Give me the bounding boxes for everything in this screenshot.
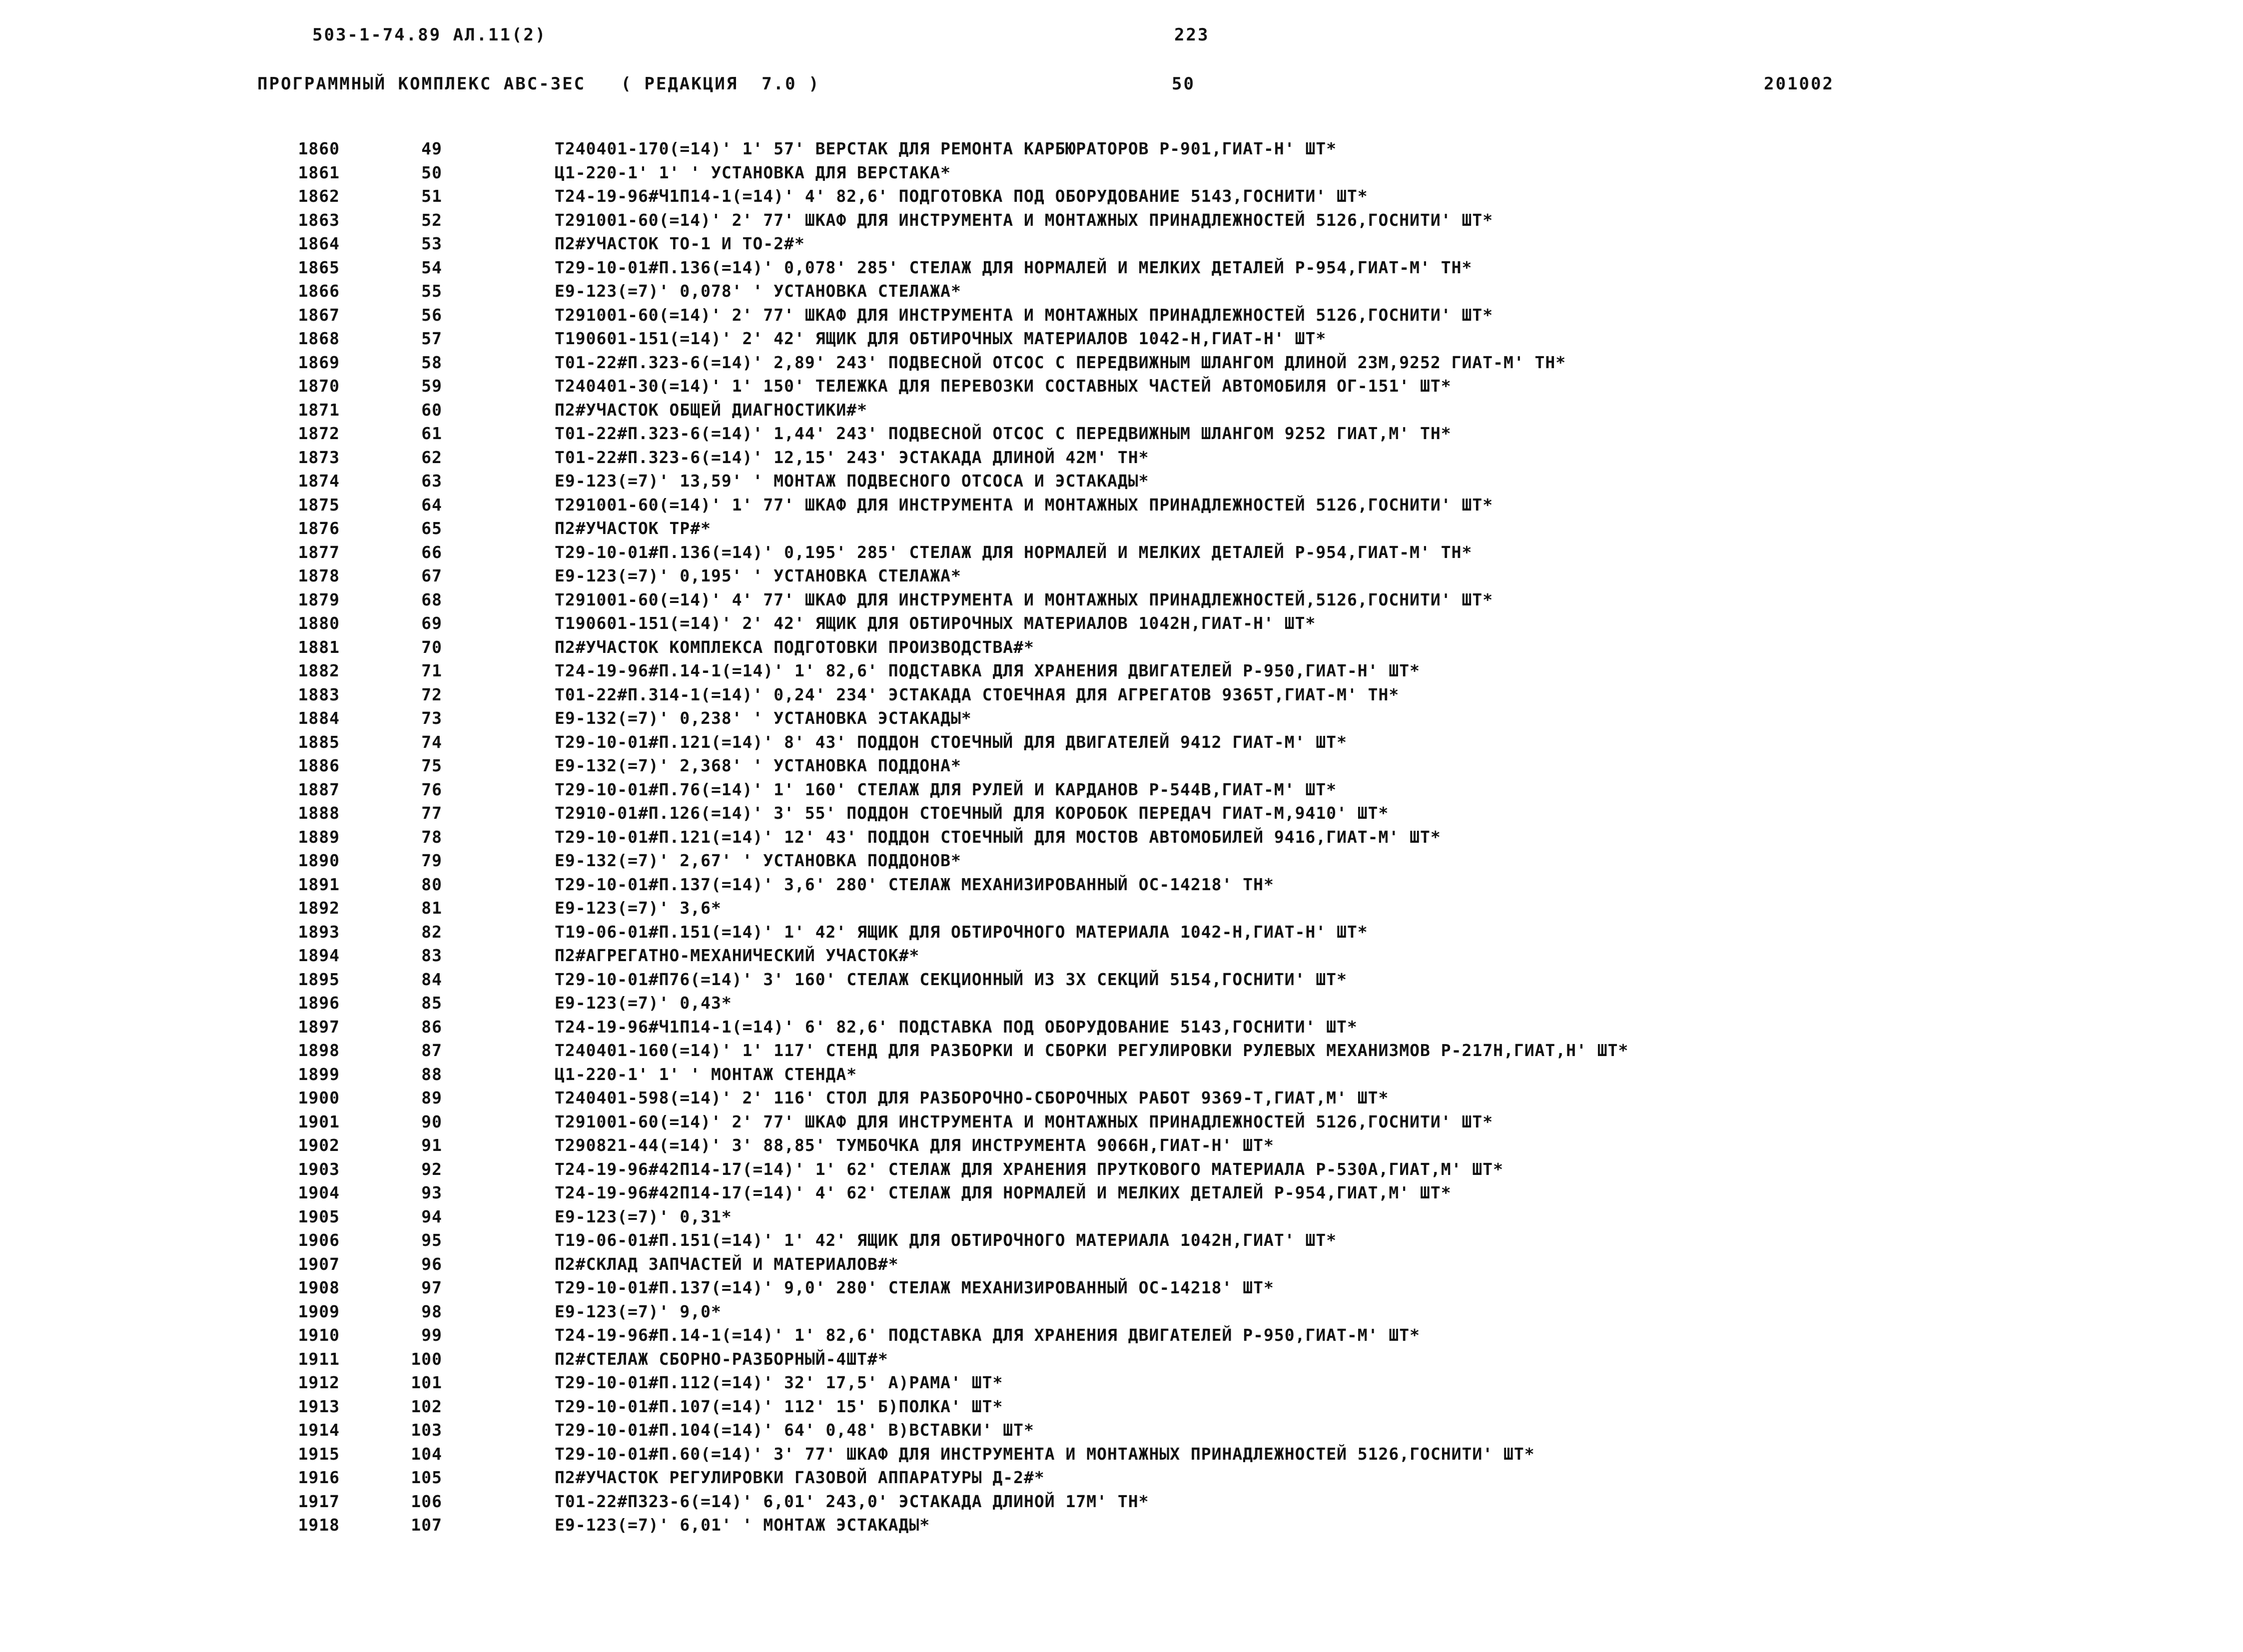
line-number: 1916 bbox=[298, 1468, 340, 1487]
sequence-number: 70 bbox=[421, 637, 442, 657]
line-number: 1862 bbox=[298, 186, 340, 206]
sequence-number: 100 bbox=[411, 1349, 442, 1369]
line-number: 1910 bbox=[298, 1325, 340, 1345]
sequence-number: 88 bbox=[421, 1064, 442, 1084]
line-number: 1883 bbox=[298, 684, 340, 704]
record-text: П2#УЧАСТОК ТР#* bbox=[555, 519, 712, 538]
sequence-number: 64 bbox=[421, 495, 442, 515]
line-number: 1876 bbox=[298, 519, 340, 538]
sequence-number: 106 bbox=[411, 1491, 442, 1511]
sequence-number: 75 bbox=[421, 756, 442, 775]
record-text: Т19-06-01#П.151(=14)' 1' 42' ЯЩИК ДЛЯ ОБТИРОЧНОГО МАТЕРИАЛА 1042Н,ГИАТ' ШТ* bbox=[555, 1230, 1337, 1250]
listing-row bbox=[0, 305, 2243, 329]
record-text: Т291001-60(=14)' 2' 77' ШКАФ ДЛЯ ИНСТРУМЕНТА И МОНТАЖНЫХ ПРИНАДЛЕЖНОСТЕЙ 5126,ГОСНИТИ' ШТ* bbox=[555, 1111, 1494, 1131]
listing-row bbox=[0, 448, 2243, 472]
line-number: 1892 bbox=[298, 898, 340, 918]
listing-row bbox=[0, 1325, 2243, 1349]
listing-row bbox=[0, 898, 2243, 922]
line-number: 1900 bbox=[298, 1088, 340, 1107]
sequence-number: 69 bbox=[421, 613, 442, 633]
record-text: Е9-132(=7)' 0,238' ' УСТАНОВКА ЭСТАКАДЫ* bbox=[555, 708, 972, 728]
line-number: 1907 bbox=[298, 1254, 340, 1274]
sequence-number: 79 bbox=[421, 851, 442, 870]
sheet-number: 50 bbox=[1172, 74, 1195, 94]
listing-row bbox=[0, 281, 2243, 305]
line-number: 1905 bbox=[298, 1206, 340, 1226]
line-number: 1903 bbox=[298, 1159, 340, 1179]
sequence-number: 78 bbox=[421, 827, 442, 847]
line-number: 1914 bbox=[298, 1420, 340, 1440]
sequence-number: 54 bbox=[421, 257, 442, 277]
record-text: Т240401-30(=14)' 1' 150' ТЕЛЕЖКА ДЛЯ ПЕРЕВОЗКИ СОСТАВНЫХ ЧАСТЕЙ АВТОМОБИЛЯ ОГ-151' ШТ* bbox=[555, 376, 1452, 396]
sequence-number: 81 bbox=[421, 898, 442, 918]
listing-row bbox=[0, 400, 2243, 424]
line-number: 1890 bbox=[298, 851, 340, 870]
listing-row bbox=[0, 970, 2243, 994]
listing-row bbox=[0, 1254, 2243, 1278]
line-number: 1918 bbox=[298, 1515, 340, 1535]
record-text: П2#УЧАСТОК ОБЩЕЙ ДИАГНОСТИКИ#* bbox=[555, 400, 868, 420]
sequence-number: 71 bbox=[421, 661, 442, 680]
sequence-number: 93 bbox=[421, 1183, 442, 1202]
sequence-number: 87 bbox=[421, 1041, 442, 1060]
line-number: 1899 bbox=[298, 1064, 340, 1084]
line-number: 1879 bbox=[298, 589, 340, 609]
sequence-number: 96 bbox=[421, 1254, 442, 1274]
listing-row bbox=[0, 1515, 2243, 1539]
record-text: Т01-22#П323-6(=14)' 6,01' 243,0' ЭСТАКАДА ДЛИНОЙ 17М' ТН* bbox=[555, 1491, 1149, 1511]
record-text: Т19-06-01#П.151(=14)' 1' 42' ЯЩИК ДЛЯ ОБТИРОЧНОГО МАТЕРИАЛА 1042-Н,ГИАТ-Н' ШТ* bbox=[555, 922, 1368, 942]
record-text: Т29-10-01#П.112(=14)' 32' 17,5' А)РАМА' ШТ* bbox=[555, 1373, 1003, 1392]
line-number: 1893 bbox=[298, 922, 340, 942]
listing-row bbox=[0, 1492, 2243, 1516]
sequence-number: 55 bbox=[421, 281, 442, 301]
listing-row bbox=[0, 803, 2243, 827]
record-text: Т29-10-01#П.121(=14)' 8' 43' ПОДДОН СТОЕЧНЫЙ ДЛЯ ДВИГАТЕЛЕЙ 9412 ГИАТ-М' ШТ* bbox=[555, 732, 1347, 752]
listing-row bbox=[0, 1420, 2243, 1444]
sequence-number: 72 bbox=[421, 684, 442, 704]
listing-row bbox=[0, 163, 2243, 187]
sequence-number: 97 bbox=[421, 1278, 442, 1297]
record-text: Т24-19-96#Ч1П14-1(=14)' 4' 82,6' ПОДГОТОВКА ПОД ОБОРУДОВАНИЕ 5143,ГОСНИТИ' ШТ* bbox=[555, 186, 1368, 206]
document-code: 503-1-74.89 АЛ.11(2) bbox=[312, 25, 547, 45]
listing-row bbox=[0, 495, 2243, 519]
printout-listing bbox=[0, 139, 2243, 1539]
sequence-number: 66 bbox=[421, 542, 442, 562]
sequence-number: 56 bbox=[421, 305, 442, 325]
record-text: Т29-10-01#П.104(=14)' 64' 0,48' В)ВСТАВКИ' ШТ* bbox=[555, 1420, 1034, 1440]
line-number: 1867 bbox=[298, 305, 340, 325]
listing-row bbox=[0, 139, 2243, 163]
listing-row bbox=[0, 827, 2243, 851]
line-number: 1909 bbox=[298, 1301, 340, 1321]
listing-row bbox=[0, 1088, 2243, 1112]
sequence-number: 52 bbox=[421, 210, 442, 230]
sequence-number: 61 bbox=[421, 424, 442, 443]
line-number: 1912 bbox=[298, 1373, 340, 1392]
sequence-number: 77 bbox=[421, 803, 442, 823]
line-number: 1873 bbox=[298, 447, 340, 467]
sequence-number: 57 bbox=[421, 329, 442, 348]
record-text: П2#УЧАСТОК РЕГУЛИРОВКИ ГАЗОВОЙ АППАРАТУРЫ Д-2#* bbox=[555, 1468, 1045, 1487]
sequence-number: 65 bbox=[421, 519, 442, 538]
record-text: Т291001-60(=14)' 4' 77' ШКАФ ДЛЯ ИНСТРУМЕНТА И МОНТАЖНЫХ ПРИНАДЛЕЖНОСТЕЙ,5126,ГОСНИТИ' ШТ* bbox=[555, 589, 1494, 609]
listing-row bbox=[0, 637, 2243, 661]
record-text: Т240401-170(=14)' 1' 57' ВЕРСТАК ДЛЯ РЕМОНТА КАРБЮРАТОРОВ Р-901,ГИАТ-Н' ШТ* bbox=[555, 139, 1337, 158]
line-number: 1863 bbox=[298, 210, 340, 230]
record-text: Е9-123(=7)' 13,59' ' МОНТАЖ ПОДВЕСНОГО ОТСОСА И ЭСТАКАДЫ* bbox=[555, 471, 1149, 491]
record-text: Т24-19-96#П.14-1(=14)' 1' 82,6' ПОДСТАВКА ДЛЯ ХРАНЕНИЯ ДВИГАТЕЛЕЙ Р-950,ГИАТ-М' ШТ* bbox=[555, 1325, 1421, 1345]
listing-row bbox=[0, 756, 2243, 780]
sequence-number: 49 bbox=[421, 139, 442, 158]
sequence-number: 104 bbox=[411, 1444, 442, 1464]
listing-row bbox=[0, 590, 2243, 614]
listing-row bbox=[0, 1373, 2243, 1397]
line-number: 1882 bbox=[298, 661, 340, 680]
sequence-number: 59 bbox=[421, 376, 442, 396]
record-text: Т291001-60(=14)' 2' 77' ШКАФ ДЛЯ ИНСТРУМЕНТА И МОНТАЖНЫХ ПРИНАДЛЕЖНОСТЕЙ 5126,ГОСНИТИ' ШТ* bbox=[555, 210, 1494, 230]
sequence-number: 86 bbox=[421, 1017, 442, 1037]
sequence-number: 99 bbox=[421, 1325, 442, 1345]
sequence-number: 60 bbox=[421, 400, 442, 420]
line-number: 1861 bbox=[298, 162, 340, 182]
sequence-number: 51 bbox=[421, 186, 442, 206]
line-number: 1870 bbox=[298, 376, 340, 396]
sequence-number: 82 bbox=[421, 922, 442, 942]
listing-row bbox=[0, 946, 2243, 970]
record-text: Т240401-598(=14)' 2' 116' СТОЛ ДЛЯ РАЗБОРОЧНО-СБОРОЧНЫХ РАБОТ 9369-Т,ГИАТ,М' ШТ* bbox=[555, 1088, 1389, 1107]
record-text: Ц1-220-1' 1' ' МОНТАЖ СТЕНДА* bbox=[555, 1064, 857, 1084]
listing-row bbox=[0, 1135, 2243, 1159]
sequence-number: 94 bbox=[421, 1206, 442, 1226]
sequence-number: 63 bbox=[421, 471, 442, 491]
record-text: Т190601-151(=14)' 2' 42' ЯЩИК ДЛЯ ОБТИРОЧНЫХ МАТЕРИАЛОВ 1042-Н,ГИАТ-Н' ШТ* bbox=[555, 329, 1327, 348]
record-text: Т291001-60(=14)' 2' 77' ШКАФ ДЛЯ ИНСТРУМЕНТА И МОНТАЖНЫХ ПРИНАДЛЕЖНОСТЕЙ 5126,ГОСНИТИ' ШТ* bbox=[555, 305, 1494, 325]
listing-row bbox=[0, 1397, 2243, 1421]
line-number: 1872 bbox=[298, 424, 340, 443]
listing-row bbox=[0, 1444, 2243, 1468]
record-text: Т01-22#П.314-1(=14)' 0,24' 234' ЭСТАКАДА СТОЕЧНАЯ ДЛЯ АГРЕГАТОВ 9365Т,ГИАТ-М' ТН* bbox=[555, 684, 1400, 704]
line-number: 1877 bbox=[298, 542, 340, 562]
listing-row bbox=[0, 993, 2243, 1017]
record-text: П2#АГРЕГАТНО-МЕХАНИЧЕСКИЙ УЧАСТОК#* bbox=[555, 946, 920, 965]
line-number: 1895 bbox=[298, 969, 340, 989]
listing-row bbox=[0, 1017, 2243, 1041]
line-number: 1915 bbox=[298, 1444, 340, 1464]
sequence-number: 74 bbox=[421, 732, 442, 752]
record-text: Т24-19-96#42П14-17(=14)' 1' 62' СТЕЛАЖ ДЛЯ ХРАНЕНИЯ ПРУТКОВОГО МАТЕРИАЛА Р-530А,ГИАТ,М' ШТ* bbox=[555, 1159, 1503, 1179]
line-number: 1887 bbox=[298, 779, 340, 799]
sequence-number: 73 bbox=[421, 708, 442, 728]
sequence-number: 85 bbox=[421, 993, 442, 1013]
sequence-number: 67 bbox=[421, 566, 442, 585]
listing-row bbox=[0, 661, 2243, 685]
listing-row bbox=[0, 780, 2243, 804]
record-text: Е9-123(=7)' 0,43* bbox=[555, 993, 732, 1013]
record-text: Т29-10-01#П.60(=14)' 3' 77' ШКАФ ДЛЯ ИНСТРУМЕНТА И МОНТАЖНЫХ ПРИНАДЛЕЖНОСТЕЙ 5126,ГОСНИТИ' ШТ* bbox=[555, 1444, 1535, 1464]
sequence-number: 53 bbox=[421, 234, 442, 253]
listing-row bbox=[0, 1468, 2243, 1492]
listing-row bbox=[0, 376, 2243, 400]
line-number: 1911 bbox=[298, 1349, 340, 1369]
page-number: 223 bbox=[1174, 25, 1210, 45]
sequence-number: 103 bbox=[411, 1420, 442, 1440]
listing-row bbox=[0, 1065, 2243, 1089]
sequence-number: 89 bbox=[421, 1088, 442, 1107]
line-number: 1904 bbox=[298, 1183, 340, 1202]
record-text: Е9-123(=7)' 3,6* bbox=[555, 898, 722, 918]
record-text: Е9-123(=7)' 0,31* bbox=[555, 1206, 732, 1226]
listing-row bbox=[0, 875, 2243, 899]
listing-row bbox=[0, 210, 2243, 234]
program-title: ПРОГРАММНЫЙ КОМПЛЕКС АВС-ЗЕС ( РЕДАКЦИЯ 7.0 ) bbox=[257, 74, 820, 94]
sequence-number: 58 bbox=[421, 352, 442, 372]
line-number: 1860 bbox=[298, 139, 340, 158]
line-number: 1894 bbox=[298, 946, 340, 965]
line-number: 1875 bbox=[298, 495, 340, 515]
record-text: Е9-132(=7)' 2,67' ' УСТАНОВКА ПОДДОНОВ* bbox=[555, 851, 961, 870]
record-text: Т29-10-01#П.137(=14)' 3,6' 280' СТЕЛАЖ МЕХАНИЗИРОВАННЫЙ ОС-14218' ТН* bbox=[555, 874, 1274, 894]
record-text: Т29-10-01#П.137(=14)' 9,0' 280' СТЕЛАЖ МЕХАНИЗИРОВАННЫЙ ОС-14218' ШТ* bbox=[555, 1278, 1274, 1297]
line-number: 1880 bbox=[298, 613, 340, 633]
record-text: Т01-22#П.323-6(=14)' 1,44' 243' ПОДВЕСНОЙ ОТСОС С ПЕРЕДВИЖНЫМ ШЛАНГОМ 9252 ГИАТ,М' ТН* bbox=[555, 424, 1452, 443]
listing-row bbox=[0, 1278, 2243, 1302]
sequence-number: 107 bbox=[411, 1515, 442, 1535]
listing-row bbox=[0, 566, 2243, 590]
sequence-number: 84 bbox=[421, 969, 442, 989]
record-text: Т01-22#П.323-6(=14)' 2,89' 243' ПОДВЕСНОЙ ОТСОС С ПЕРЕДВИЖНЫМ ШЛАНГОМ ДЛИНОЙ 23М,9252 ГИАТ-М' ТН* bbox=[555, 352, 1566, 372]
listing-row bbox=[0, 1230, 2243, 1254]
sequence-number: 76 bbox=[421, 779, 442, 799]
line-number: 1864 bbox=[298, 234, 340, 253]
listing-row bbox=[0, 258, 2243, 282]
listing-row bbox=[0, 234, 2243, 258]
record-text: Е9-132(=7)' 2,368' ' УСТАНОВКА ПОДДОНА* bbox=[555, 756, 961, 775]
record-text: Т01-22#П.323-6(=14)' 12,15' 243' ЭСТАКАДА ДЛИНОЙ 42М' ТН* bbox=[555, 447, 1149, 467]
listing-row bbox=[0, 732, 2243, 756]
sequence-number: 83 bbox=[421, 946, 442, 965]
record-text: Ц1-220-1' 1' ' УСТАНОВКА ДЛЯ ВЕРСТАКА* bbox=[555, 162, 951, 182]
sequence-number: 50 bbox=[421, 162, 442, 182]
listing-row bbox=[0, 1159, 2243, 1183]
listing-row bbox=[0, 851, 2243, 875]
record-text: П2#УЧАСТОК ТО-1 И ТО-2#* bbox=[555, 234, 805, 253]
line-number: 1898 bbox=[298, 1041, 340, 1060]
sequence-number: 92 bbox=[421, 1159, 442, 1179]
listing-row bbox=[0, 519, 2243, 543]
listing-row bbox=[0, 708, 2243, 732]
line-number: 1865 bbox=[298, 257, 340, 277]
record-text: Т291001-60(=14)' 1' 77' ШКАФ ДЛЯ ИНСТРУМЕНТА И МОНТАЖНЫХ ПРИНАДЛЕЖНОСТЕЙ 5126,ГОСНИТИ' ШТ* bbox=[555, 495, 1494, 515]
sequence-number: 101 bbox=[411, 1373, 442, 1392]
line-number: 1884 bbox=[298, 708, 340, 728]
line-number: 1868 bbox=[298, 329, 340, 348]
sequence-number: 62 bbox=[421, 447, 442, 467]
sequence-number: 91 bbox=[421, 1135, 442, 1155]
sequence-number: 68 bbox=[421, 589, 442, 609]
record-text: Е9-123(=7)' 0,078' ' УСТАНОВКА СТЕЛАЖА* bbox=[555, 281, 961, 301]
line-number: 1913 bbox=[298, 1396, 340, 1416]
record-text: Е9-123(=7)' 9,0* bbox=[555, 1301, 722, 1321]
sequence-number: 95 bbox=[421, 1230, 442, 1250]
record-text: Т24-19-96#42П14-17(=14)' 4' 62' СТЕЛАЖ ДЛЯ НОРМАЛЕЙ И МЕЛКИХ ДЕТАЛЕЙ Р-954,ГИАТ,М' ШТ* bbox=[555, 1183, 1452, 1202]
listing-row bbox=[0, 353, 2243, 377]
listing-row bbox=[0, 613, 2243, 637]
record-text: П2#УЧАСТОК КОМПЛЕКСА ПОДГОТОВКИ ПРОИЗВОДСТВА#* bbox=[555, 637, 1034, 657]
line-number: 1896 bbox=[298, 993, 340, 1013]
record-text: П2#СТЕЛАЖ СБОРНО-РАЗБОРНЫЙ-4ШТ#* bbox=[555, 1349, 888, 1369]
listing-row bbox=[0, 1041, 2243, 1065]
listing-row bbox=[0, 685, 2243, 709]
record-text: Т190601-151(=14)' 2' 42' ЯЩИК ДЛЯ ОБТИРОЧНЫХ МАТЕРИАЛОВ 1042Н,ГИАТ-Н' ШТ* bbox=[555, 613, 1316, 633]
line-number: 1866 bbox=[298, 281, 340, 301]
line-number: 1908 bbox=[298, 1278, 340, 1297]
record-text: Т29-10-01#П.76(=14)' 1' 160' СТЕЛАЖ ДЛЯ РУЛЕЙ И КАРДАНОВ Р-544В,ГИАТ-М' ШТ* bbox=[555, 779, 1337, 799]
record-text: Е9-123(=7)' 6,01' ' МОНТАЖ ЭСТАКАДЫ* bbox=[555, 1515, 930, 1535]
record-text: Т29-10-01#П.121(=14)' 12' 43' ПОДДОН СТОЕЧНЫЙ ДЛЯ МОСТОВ АВТОМОБИЛЕЙ 9416,ГИАТ-М' ШТ* bbox=[555, 827, 1441, 847]
listing-row bbox=[0, 424, 2243, 448]
listing-row bbox=[0, 1302, 2243, 1326]
sequence-number: 90 bbox=[421, 1111, 442, 1131]
listing-row bbox=[0, 471, 2243, 495]
listing-row bbox=[0, 329, 2243, 353]
date-code: 201002 bbox=[1764, 74, 1834, 94]
line-number: 1902 bbox=[298, 1135, 340, 1155]
record-text: Т29-10-01#П.136(=14)' 0,195' 285' СТЕЛАЖ ДЛЯ НОРМАЛЕЙ И МЕЛКИХ ДЕТАЛЕЙ Р-954,ГИАТ-М' ТН* bbox=[555, 542, 1473, 562]
line-number: 1906 bbox=[298, 1230, 340, 1250]
record-text: Т24-19-96#Ч1П14-1(=14)' 6' 82,6' ПОДСТАВКА ПОД ОБОРУДОВАНИЕ 5143,ГОСНИТИ' ШТ* bbox=[555, 1017, 1358, 1037]
record-text: Т29-10-01#П.136(=14)' 0,078' 285' СТЕЛАЖ ДЛЯ НОРМАЛЕЙ И МЕЛКИХ ДЕТАЛЕЙ Р-954,ГИАТ-М' ТН* bbox=[555, 257, 1473, 277]
line-number: 1881 bbox=[298, 637, 340, 657]
listing-row bbox=[0, 543, 2243, 566]
listing-row bbox=[0, 922, 2243, 946]
listing-row bbox=[0, 1349, 2243, 1373]
sequence-number: 102 bbox=[411, 1396, 442, 1416]
line-number: 1917 bbox=[298, 1491, 340, 1511]
line-number: 1891 bbox=[298, 874, 340, 894]
record-text: Т2910-01#П.126(=14)' 3' 55' ПОДДОН СТОЕЧНЫЙ ДЛЯ КОРОБОК ПЕРЕДАЧ ГИАТ-М,9410' ШТ* bbox=[555, 803, 1389, 823]
line-number: 1869 bbox=[298, 352, 340, 372]
record-text: Т290821-44(=14)' 3' 88,85' ТУМБОЧКА ДЛЯ ИНСТРУМЕНТА 9066Н,ГИАТ-Н' ШТ* bbox=[555, 1135, 1274, 1155]
line-number: 1886 bbox=[298, 756, 340, 775]
listing-row bbox=[0, 1207, 2243, 1231]
listing-row bbox=[0, 1112, 2243, 1136]
sequence-number: 98 bbox=[421, 1301, 442, 1321]
listing-row bbox=[0, 1183, 2243, 1207]
sequence-number: 105 bbox=[411, 1468, 442, 1487]
record-text: Т29-10-01#П.107(=14)' 112' 15' Б)ПОЛКА' ШТ* bbox=[555, 1396, 1003, 1416]
line-number: 1888 bbox=[298, 803, 340, 823]
line-number: 1889 bbox=[298, 827, 340, 847]
line-number: 1885 bbox=[298, 732, 340, 752]
listing-row bbox=[0, 186, 2243, 210]
line-number: 1901 bbox=[298, 1111, 340, 1131]
record-text: Т240401-160(=14)' 1' 117' СТЕНД ДЛЯ РАЗБОРКИ И СБОРКИ РЕГУЛИРОВКИ РУЛЕВЫХ МЕХАНИЗМОВ Р-217Н,ГИАТ,Н' ШТ* bbox=[555, 1041, 1629, 1060]
line-number: 1878 bbox=[298, 566, 340, 585]
line-number: 1871 bbox=[298, 400, 340, 420]
line-number: 1874 bbox=[298, 471, 340, 491]
sequence-number: 80 bbox=[421, 874, 442, 894]
record-text: П2#СКЛАД ЗАПЧАСТЕЙ И МАТЕРИАЛОВ#* bbox=[555, 1254, 899, 1274]
record-text: Т24-19-96#П.14-1(=14)' 1' 82,6' ПОДСТАВКА ДЛЯ ХРАНЕНИЯ ДВИГАТЕЛЕЙ Р-950,ГИАТ-Н' ШТ* bbox=[555, 661, 1421, 680]
record-text: Е9-123(=7)' 0,195' ' УСТАНОВКА СТЕЛАЖА* bbox=[555, 566, 961, 585]
line-number: 1897 bbox=[298, 1017, 340, 1037]
record-text: Т29-10-01#П76(=14)' 3' 160' СТЕЛАЖ СЕКЦИОННЫЙ ИЗ 3Х СЕКЦИЙ 5154,ГОСНИТИ' ШТ* bbox=[555, 969, 1347, 989]
